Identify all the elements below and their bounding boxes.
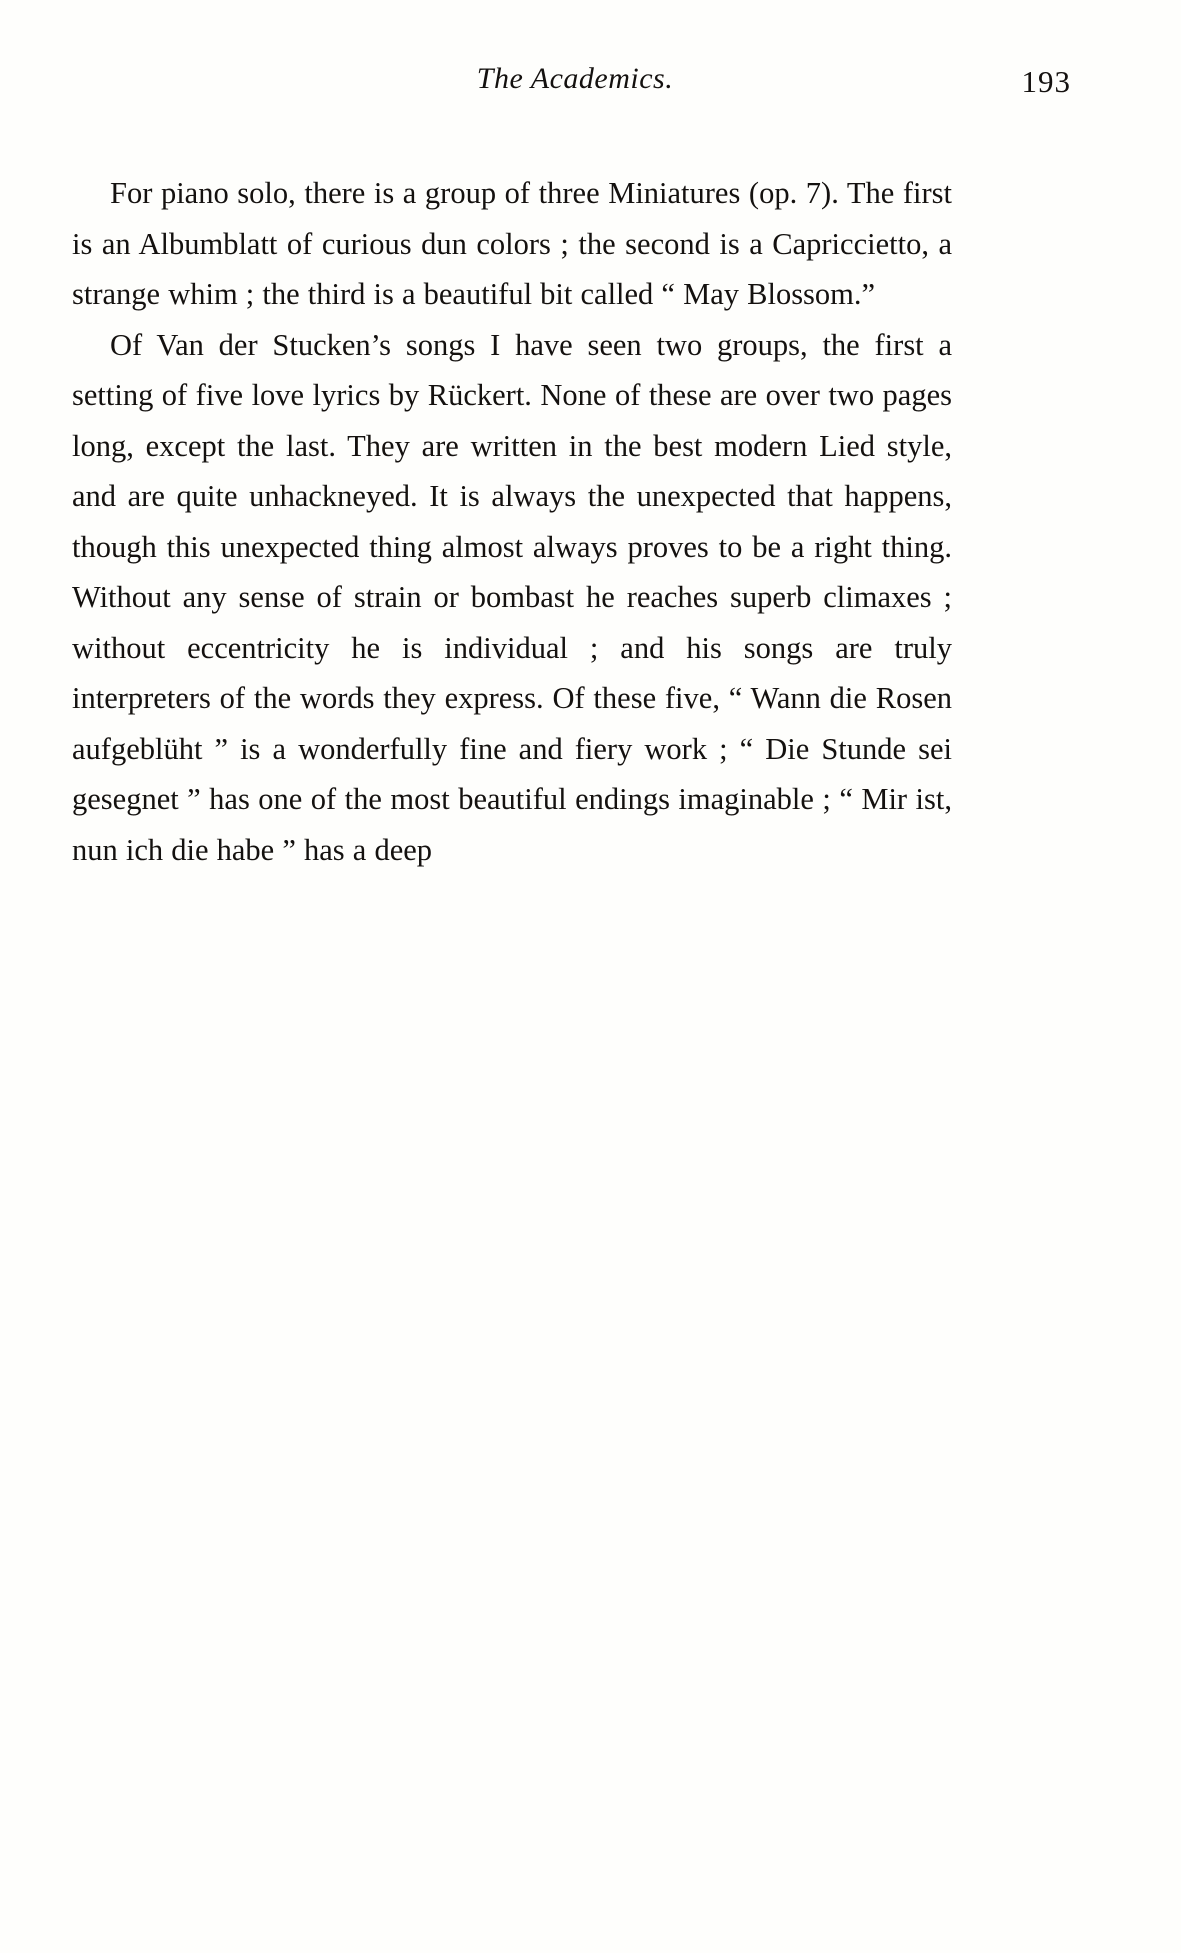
body-text <box>72 168 952 875</box>
paragraph-1 <box>72 168 952 320</box>
running-title: The Academics. <box>476 62 674 95</box>
page-header <box>70 62 1111 116</box>
page-number: 193 <box>1021 64 1071 99</box>
paragraph-2 <box>72 320 952 876</box>
paragraph-2-text: Of Van der Stucken’s songs I have seen two groups, the first a setting of five love lyrics by Rückert. None of these are over two pages long, except the last. They are written in the best modern Lied style, and are quite unhackneyed. It is always the unexpected that happens, though this unexpected thing almost always proves to be a right thing. Without any sense of strain or bombast he reaches superb climaxes ; without eccentricity he is individual ; and his songs are truly interpreters of the words they express. Of these five, “ Wann die Rosen aufgeblüht ” is a wonderfully fine and fiery work ; “ Die Stunde sei gesegnet ” has one of the most beautiful endings imaginable ; “ Mir ist, nun ich die habe ” has a deep <box>72 327 952 867</box>
paragraph-1-text: For piano solo, there is a group of three Miniatures (op. 7). The first is an Albumblatt of curious dun colors ; the second is a Capriccietto, a strange whim ; the third is a beautiful bit called “ May Blossom.” <box>72 176 952 311</box>
